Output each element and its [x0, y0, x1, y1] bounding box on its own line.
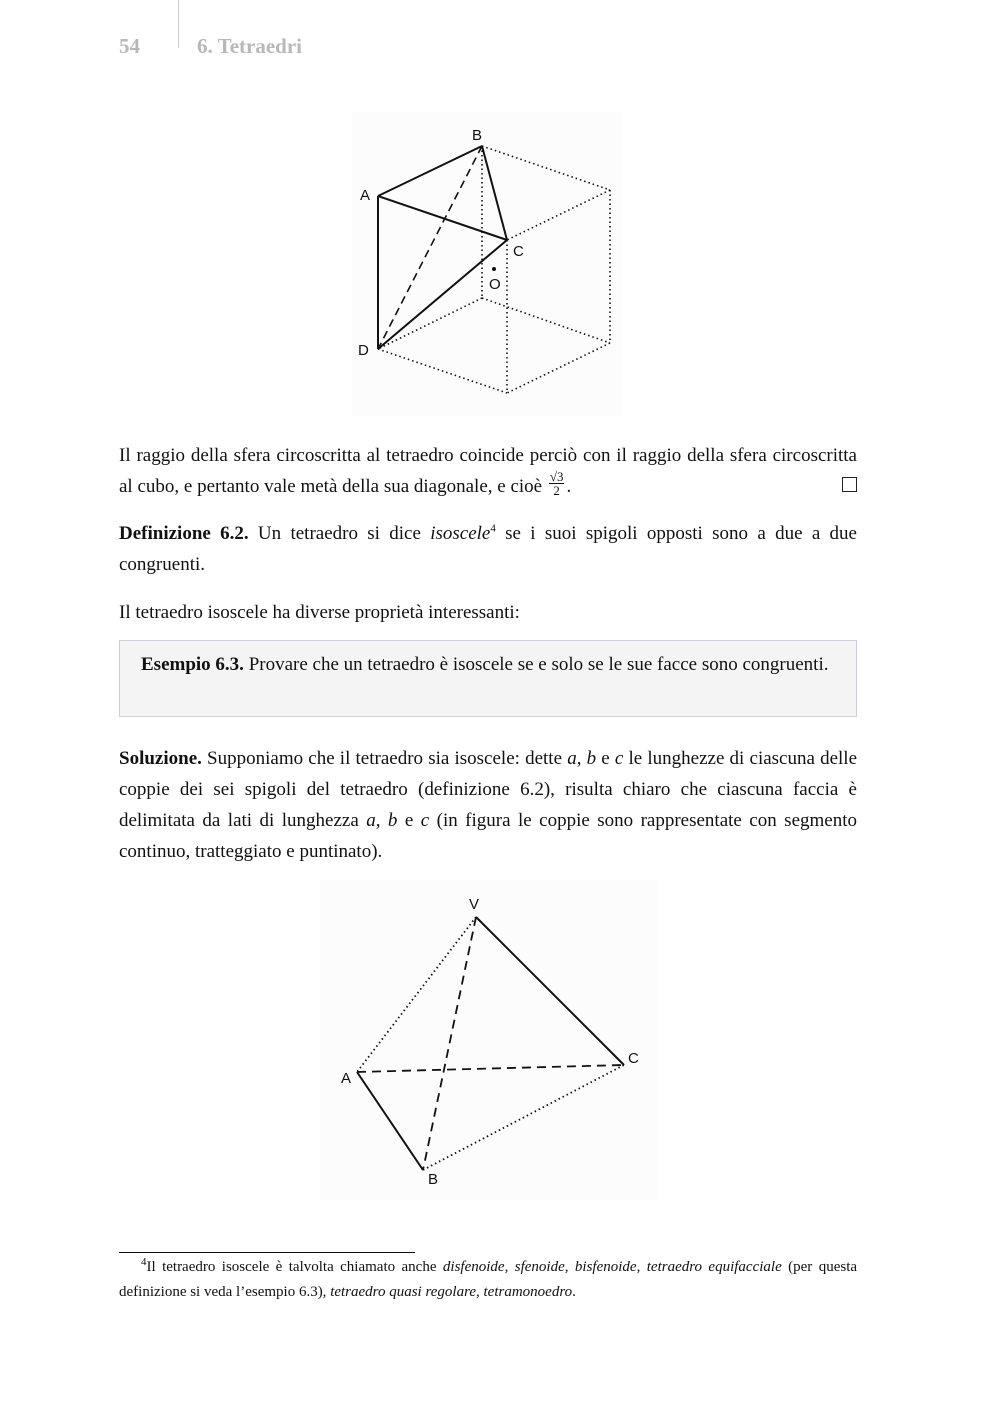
solution-text: Supponiamo che il tetraedro sia isoscele: dette — [201, 748, 568, 769]
solution-text: e — [397, 810, 421, 831]
vertex-label-c: C — [628, 1050, 639, 1067]
footnote-4 — [119, 1255, 857, 1305]
footnote-term: disfenoide — [442, 1259, 505, 1275]
footnote-term: bisfenoide — [574, 1259, 637, 1275]
footnote-term: tetraedro equifacciale — [646, 1259, 782, 1275]
vertex-label-a: A — [341, 1070, 352, 1087]
variable-a: a — [366, 810, 376, 831]
footnote-term: sfenoide — [514, 1259, 565, 1275]
paragraph-text: Il raggio della sfera circoscritta al tetraedro coincide perciò con il raggio della sfera circoscritta al cubo, e pertanto vale metà della sua diagonale, e cioè — [119, 445, 857, 497]
solution-text: e — [596, 748, 615, 769]
variable-a: a — [567, 748, 577, 769]
paragraph-end: . — [566, 476, 572, 497]
footnote-text: Il tetraedro isoscele è talvolta chiamato anche — [146, 1259, 443, 1275]
footnote-text: . — [572, 1284, 576, 1300]
footnote-text: (per questa definizione si veda l’esempio 6.3), — [119, 1259, 858, 1300]
variable-c: c — [614, 748, 624, 769]
footnote-text: , — [504, 1259, 515, 1275]
definition-text-end: se i suoi spigoli opposti sono a due a due congruenti. — [119, 523, 857, 575]
center-point-o — [492, 267, 496, 271]
vertex-label-c: C — [513, 243, 524, 260]
paragraph-properties: Il tetraedro isoscele ha diverse proprietà interessanti: — [119, 602, 520, 623]
fraction-sqrt3-over-2 — [549, 470, 565, 497]
center-label-o: O — [489, 276, 501, 293]
definition-6-2 — [119, 518, 857, 580]
solution-text: (in figura le coppie sono rappresentate con segmento continuo, tratteggiato e puntinato). — [119, 810, 857, 862]
vertex-label-b: B — [428, 1171, 439, 1188]
fraction-numerator: √3 — [549, 469, 564, 485]
footnote-mark: 4 — [141, 1256, 147, 1268]
tetrahedron-diagram — [320, 880, 658, 1200]
footnote-rule — [119, 1252, 415, 1253]
footnote-text: , — [564, 1259, 575, 1275]
definition-term: isoscele — [430, 523, 491, 544]
example-text: Provare che un tetraedro è isoscele se e solo se le sue facce sono congruenti. — [243, 654, 829, 675]
cube-diagram — [352, 112, 622, 416]
figure-tetrahedron-in-cube — [352, 112, 622, 416]
definition-label: Definizione 6.2. — [119, 523, 249, 544]
definition-text: Un tetraedro si dice — [248, 523, 431, 544]
footnote-term: tetraedro quasi regolare — [330, 1284, 477, 1300]
solution-text: , — [375, 810, 388, 831]
fraction-denominator: 2 — [553, 483, 560, 499]
example-label: Esempio 6.3. — [141, 654, 244, 675]
page-number: 54 — [119, 34, 140, 58]
solution-text: le lunghezze di ciascuna delle coppie dei sei spigoli del tetraedro (definizione 6.2), risulta chiaro che ciascuna faccia è delimitata da lati di lunghezza — [119, 748, 858, 831]
variable-b: b — [586, 748, 597, 769]
vertex-label-v: V — [469, 896, 480, 913]
vertex-label-a: A — [360, 187, 371, 204]
header-divider — [178, 0, 179, 48]
solution-paragraph — [119, 743, 857, 867]
footnote-term: tetramonoedro — [483, 1284, 573, 1300]
solution-label: Soluzione. — [119, 748, 202, 769]
qed-square-icon — [842, 477, 857, 492]
paragraph-circumsphere — [119, 440, 857, 502]
footnote-reference[interactable]: 4 — [490, 522, 496, 535]
vertex-label-b: B — [472, 127, 483, 144]
variable-b: b — [387, 810, 398, 831]
footnote-text: , — [476, 1284, 484, 1300]
variable-c: c — [420, 810, 430, 831]
example-box — [119, 640, 857, 717]
figure-isosceles-tetrahedron — [320, 880, 658, 1200]
chapter-title: 6. Tetraedri — [197, 34, 302, 58]
vertex-label-d: D — [358, 342, 369, 359]
solution-text: , — [576, 748, 587, 769]
footnote-text: , — [636, 1259, 647, 1275]
example-6-3 — [141, 649, 841, 680]
